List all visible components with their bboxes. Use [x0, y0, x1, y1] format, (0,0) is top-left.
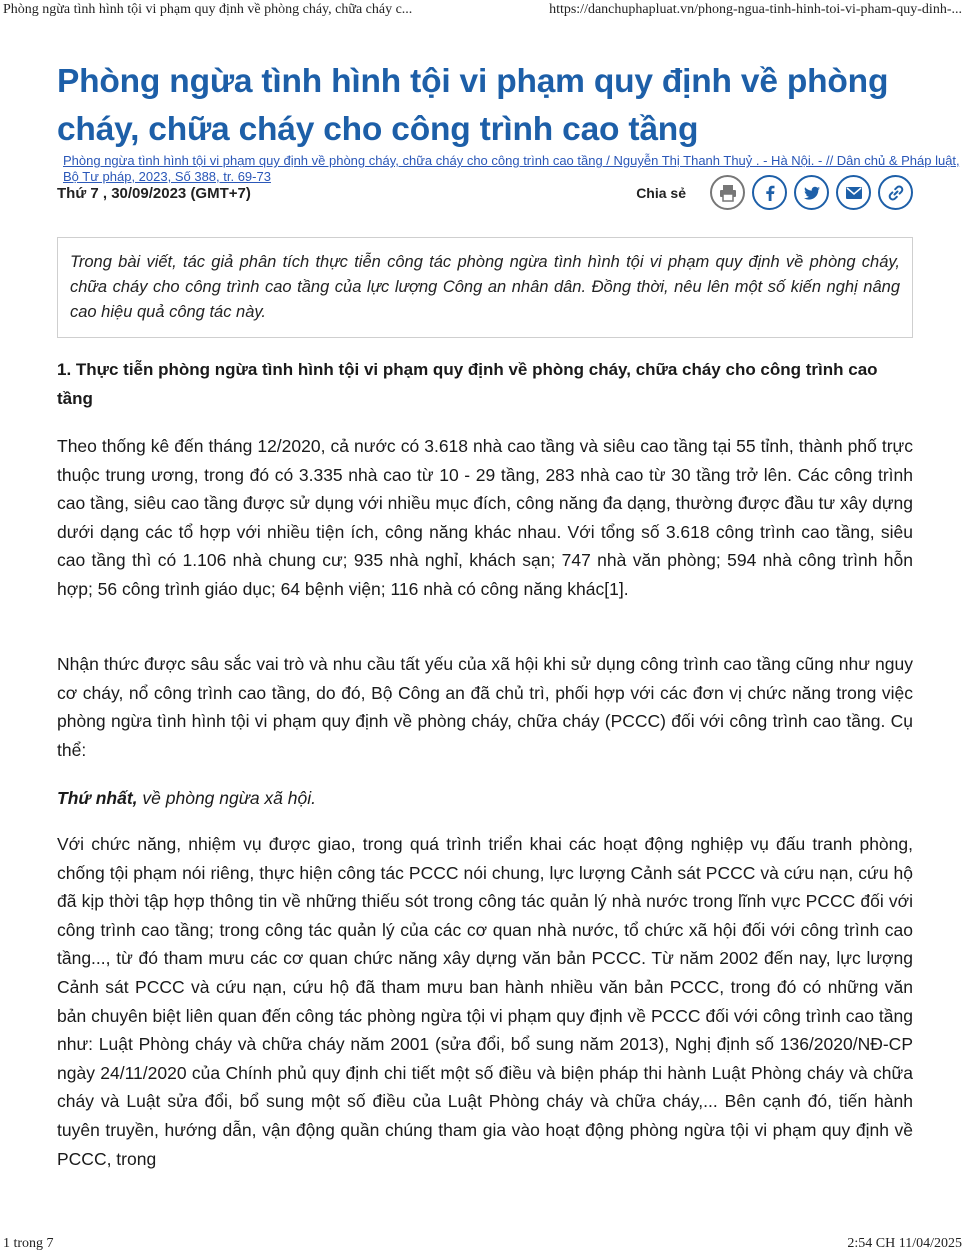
copy-link-button[interactable] — [878, 175, 913, 210]
body-paragraph-3: Với chức năng, nhiệm vụ được giao, trong quá trình triển khai các hoạt động nghiệp vụ đấu tranh phòng, chống tội phạm nói riêng, thực hiện công tác PCCC nói chung, lực lượng Cảnh sát PCCC và cứu nạn, cứu hộ đã kịp thời tập hợp thông tin về những thiếu sót trong công tác quản lý nhà nước trong lĩnh vực PCCC đối với công trình cao tầng; trong công tác quản lý của các cơ quan nhà nước, tổ chức xã hội đối với công trình cao tầng..., từ đó tham mưu các cơ quan chức năng xây dựng văn bản PCCC. Từ năm 2002 đến nay, lực lượng Cảnh sát PCCC và cứu nạn, cứu hộ đã tham mưu ban hành nhiều văn bản PCCC, trong đó có những văn bản chuyên biệt liên quan đến công tác phòng ngừa tội vi phạm quy định về PCCC đối với công trình cao tầng như: Luật Phòng cháy và chữa cháy năm 2001 (sửa đổi, bổ sung năm 2013), Nghị định số 136/2020/NĐ-CP ngày 24/11/2020 của Chính phủ quy định chi tiết một số điều và biện pháp thi hành Luật Phòng cháy và chữa cháy và Luật sửa đổi, bổ sung một số điều của Luật Phòng cháy và chữa cháy,... Bên cạnh đó, tiến hành tuyên truyền, hướng dẫn, vận động quần chúng tham gia vào hoạt động phòng ngừa tội vi phạm quy định về PCCC, trong — [57, 834, 913, 1169]
article-summary: Trong bài viết, tác giả phân tích thực tiễn công tác phòng ngừa tình hình tội vi phạm quy định về phòng cháy, chữa cháy cho công trình cao tầng của lực lượng Công an nhân dân. Đồng thời, nêu lên một số kiến nghị nâng cao hiệu quả công tác này. — [57, 237, 913, 338]
meta-row — [57, 183, 913, 213]
print-timestamp: 2:54 CH 11/04/2025 — [847, 1236, 962, 1251]
subheading-first — [57, 784, 913, 813]
print-footer — [0, 1234, 969, 1254]
facebook-icon — [760, 183, 780, 203]
print-icon — [718, 183, 738, 203]
email-icon — [844, 183, 864, 203]
print-header — [0, 0, 969, 22]
page-counter: 1 trong 7 — [3, 1236, 54, 1251]
email-share-button[interactable] — [836, 175, 871, 210]
print-button[interactable] — [710, 175, 745, 210]
article-title: Phòng ngừa tình hình tội vi phạm quy định về phòng cháy, chữa cháy cho công trình cao tầng — [57, 63, 889, 148]
citation-link[interactable]: Phòng ngừa tình hình tội vi phạm quy định về phòng cháy, chữa cháy cho công trình cao tầng / Nguyễn Thị Thanh Thuỷ . - Hà Nội. - // Dân chủ & Pháp luật, Bộ Tư pháp, 2023, Số 388, tr. 69-73 — [63, 153, 960, 184]
article-header — [57, 58, 913, 154]
body-paragraph-1: Theo thống kê đến tháng 12/2020, cả nước có 3.618 nhà cao tầng và siêu cao tầng tại 55 tỉnh, thành phố trực thuộc trung ương, trong đó có 3.335 nhà cao từ 10 - 29 tầng, 283 nhà cao từ 30 tầng trở lên. Các công trình cao tầng, siêu cao tầng được sử dụng với nhiều mục đích, công năng đa dạng, thường được đầu tư xây dựng dưới dạng các tổ hợp với nhiều tiện ích, công năng khác nhau. Với tổng số 3.618 công trình cao tầng, siêu cao tầng thì có 1.106 nhà chung cư; 935 nhà nghỉ, khách sạn; 747 nhà văn phòng; 594 nhà công trình hỗn hợp; 56 công trình giáo dục; 64 bệnh viện; 116 nhà có công năng khác[1]. — [57, 436, 913, 599]
twitter-share-button[interactable] — [794, 175, 829, 210]
subheading-first-rest: về phòng ngừa xã hội. — [137, 788, 316, 808]
section-heading-1: 1. Thực tiễn phòng ngừa tình hình tội vi phạm quy định về phòng cháy, chữa cháy cho công trình cao tầng — [57, 360, 878, 408]
facebook-share-button[interactable] — [752, 175, 787, 210]
twitter-icon — [802, 183, 822, 203]
share-label: Chia sẻ — [636, 184, 686, 201]
publish-date: Thứ 7 , 30/09/2023 (GMT+7) — [57, 185, 251, 202]
print-header-url: https://danchuphapluat.vn/phong-ngua-tinh-hinh-toi-vi-pham-quy-dinh-... — [549, 2, 962, 17]
body-paragraph-2: Nhận thức được sâu sắc vai trò và nhu cầu tất yếu của xã hội khi sử dụng công trình cao tầng cũng như nguy cơ cháy, nổ công trình cao tầng, do đó, Bộ Công an đã chủ trì, phối hợp với các đơn vị chức năng trong việc phòng ngừa tình hình tội vi phạm quy định về phòng cháy, chữa cháy (PCCC) đối với công trình cao tầng. Cụ thể: — [57, 654, 913, 760]
link-icon — [886, 183, 906, 203]
subheading-first-bold: Thứ nhất, — [57, 788, 138, 808]
share-bar — [636, 175, 913, 210]
print-header-title: Phòng ngừa tình hình tội vi phạm quy định về phòng cháy, chữa cháy c... — [3, 2, 413, 17]
